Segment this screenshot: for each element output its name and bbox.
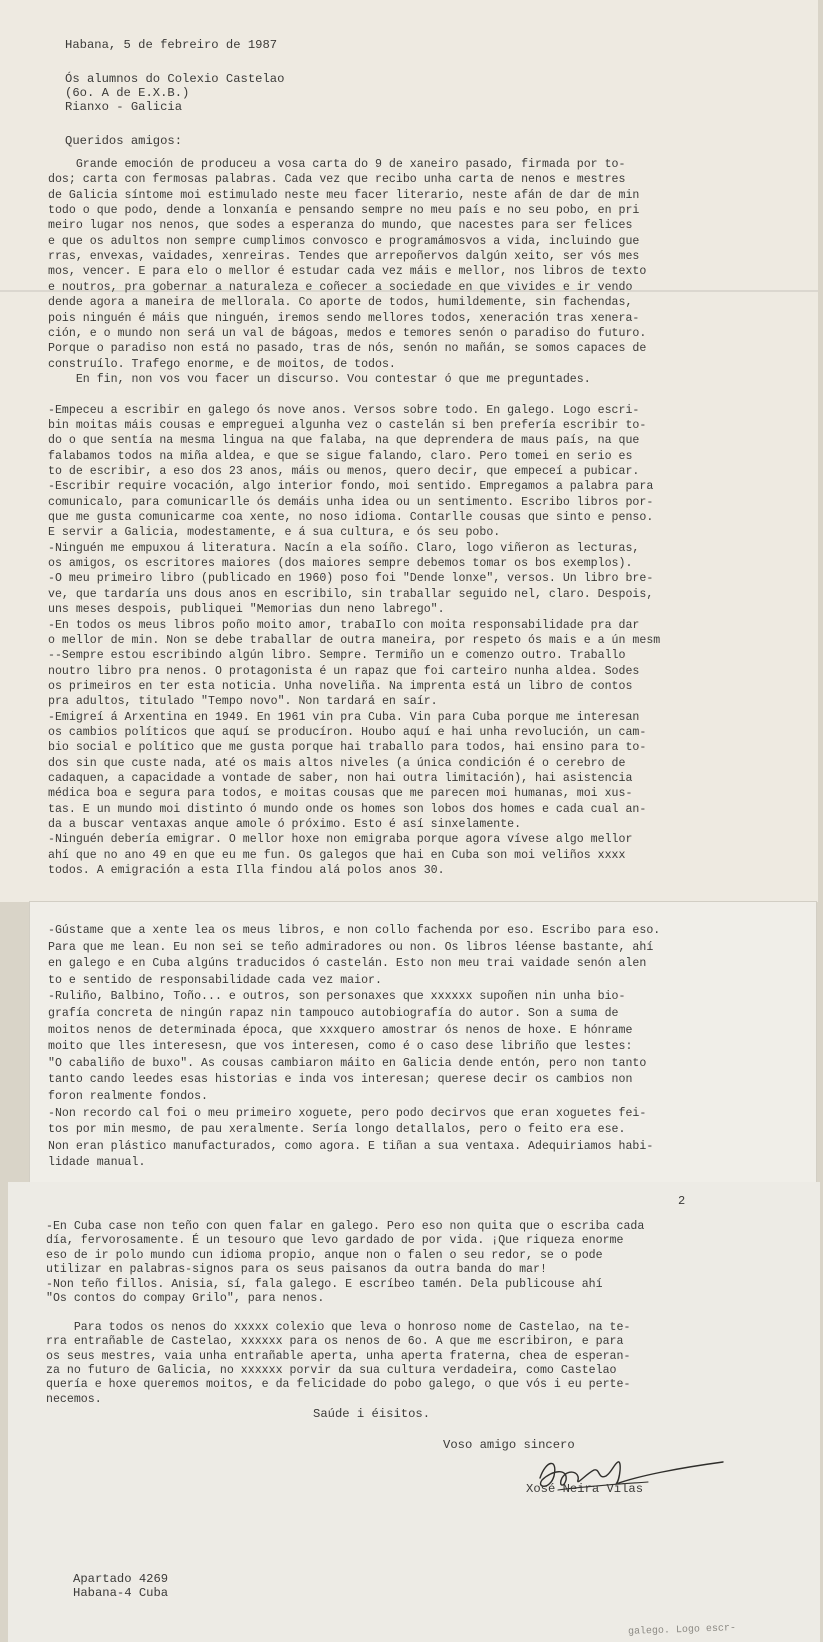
salutation: Queridos amigos:	[65, 134, 183, 148]
body-line: "O cabaliño de buxo". As cousas cambiaron máito en Galicia dende entón, pero non tanto	[48, 1056, 647, 1070]
body-line: bio social e político que me gusta porque hai traballo para todos, hai ensino para to-	[48, 741, 647, 755]
body-line: dende agora a maneira de mellorala. Co aporte de todos, humildemente, sin fachendas,	[48, 296, 633, 310]
body-line: construílo. Trafego enorme, e de moitos, de todos.	[48, 357, 396, 371]
body-line: moito que lles interesesn, que vos interesen, como é o caso dese libriño que lestes:	[48, 1040, 633, 1054]
body-line: -Non teño fillos. Anisia, sí, fala galego. E escríbeo tamén. Dela publicouse ahí	[46, 1277, 603, 1291]
body-line: e noutros, pra gobernar a naturaleza e coñecer a sociedade en que vivides e ir vendo	[48, 280, 633, 294]
body-line: Porque o paradiso non está no pasado, tras de nós, senón no mañán, se somos capaces de	[48, 342, 647, 356]
body-line: -O meu primeiro libro (publicado en 1960) poso foi "Dende lonxe", versos. Un libro bre-	[48, 572, 654, 586]
body-line: grafía concreta de ningún rapaz nin tampouco autobiografía do autor. Son a suma de	[48, 1007, 619, 1020]
body-line: día, fervorosamente. É un tesouro que levo gardado de por vida. ¡Que riqueza enorme	[46, 1234, 624, 1248]
body-line: todos. A emigración a esta Illa findou alá polos anos 30.	[48, 864, 445, 878]
body-line: da a buscar ventaxas anque amole ó próximo. Esto é así sinxelamente.	[48, 818, 522, 832]
body-line: dos; carta con fermosas palabras. Cada vez que recibo unha carta de nenos e mestres	[48, 173, 626, 187]
body-line: todo o que podo, dende a lonxanía e pensando sempre no meu país e no seu pobo, en pri	[48, 204, 640, 218]
body-line: rras, envexas, vaidades, xenreiras. Tendes que arrepoñervos dalgún xeito, ser vós mes	[48, 250, 640, 264]
body-line: eso de ir polo mundo cun idioma propio, anque non o falen o seu redor, se o pode	[46, 1248, 603, 1262]
body-line: uns meses despois, publiquei "Memorias dun neno labrego".	[48, 603, 445, 617]
body-line: necemos.	[46, 1392, 102, 1406]
valediction: Voso amigo sincero	[443, 1438, 575, 1452]
body-line: -Non recordo cal foi o meu primeiro xoguete, pero podo decirvos que eran xoguetes fei-	[48, 1106, 647, 1120]
body-line: tas. E un mundo moi distinto ó mundo onde os homes son lobos dos homes e cada cual an-	[48, 802, 647, 816]
body-line: mos, vencer. E para elo o mellor é estudar cada vez máis e mellor, nos libros de texto	[48, 265, 647, 279]
body-line: --Sempre estou escribindo algún libro. Sempre. Termiño un e comenzo outro. Traballo	[48, 649, 626, 663]
body-line: -Ruliño, Balbino, Toño... e outros, son personaxes que xxxxxx supoñen nin unha bio-	[48, 990, 626, 1004]
body-line: -Emigreí á Arxentina en 1949. En 1961 vin pra Cuba. Vin para Cuba porque me interesan	[48, 710, 640, 724]
letter-page-3	[8, 1182, 820, 1642]
address-line: Apartado 4269	[73, 1572, 169, 1586]
letter-page-2	[30, 902, 816, 1182]
body-line: rra entrañable de Castelao, xxxxxx para os nenos de 6o. A que me escribiron, e para	[46, 1335, 624, 1349]
body-line: Grande emoción de produceu a vosa carta do 9 de xaneiro pasado, firmada por to-	[48, 158, 626, 171]
body-line: cadaquen, a capacidade a vontade de saber, non hai outra limitación), hai asistencia	[48, 772, 633, 785]
body-line: noutro libro pra nenos. O protagonista é un rapaz que foi carteiro nunha aldea. Sodes	[48, 664, 640, 678]
body-line: to e sentido de responsabilidade cada vez maior.	[48, 973, 382, 987]
body-line: ve, que tardaría uns dous anos en escribilo, sin traballar seguido nel, claro. Despois,	[48, 587, 654, 601]
body-line: pois ninguén é máis que ninguén, iremos sendo mellores todos, xeneración tras xenera-	[48, 311, 640, 325]
body-line: os seus mestres, vaia unha entrañable aperta, unha aperta fraterna, chea de esperan-	[46, 1349, 631, 1363]
date-line: Habana, 5 de febreiro de 1987	[65, 38, 278, 52]
body-line: ción, e o mundo non será un val de bágoas, medos e temores senón o paradiso do futuro.	[48, 326, 647, 340]
body-line: za no futuro de Galicia, no xxxxxx porvir da sua cultura verdadeira, como Castelao	[46, 1364, 617, 1377]
recipient-line: Rianxo - Galicia	[65, 100, 183, 114]
body-line: lidade manual.	[48, 1156, 146, 1170]
body-line: o mellor de min. Non se debe traballar de outra maneira, por respeto ós mais e a ún mesm	[48, 633, 661, 647]
body-line: pra adultos, titulado "Tempo novo". Non tardará en saír.	[48, 695, 438, 709]
body-line: Para que me lean. Eu non sei se teño admiradores ou non. Os libros léense bastante, ahí	[48, 940, 654, 954]
address-line: Habana-4 Cuba	[73, 1586, 169, 1600]
body-line: moitos nenos de determinada época, que xxxquero amostrar ós nenos de hoxe. E hónrame	[48, 1023, 633, 1037]
bleed-through-text: galego. Logo escr-	[627, 1623, 737, 1638]
body-line: -Ninguén me empuxou á literatura. Nacín a ela soíño. Claro, logo viñeron as lecturas,	[48, 541, 640, 555]
body-line: bin moitas máis cousas e empreguei algunha vez o castelán si ben prefería escribir to-	[48, 418, 647, 432]
body-line: ahí que no ano 49 en que eu me fun. Os galegos que hai en Cuba son moi veliños xxxx	[48, 848, 626, 862]
body-line: meiro lugar nos nenos, que sodes a esperanza do mundo, que nacestes para ser felices	[48, 219, 633, 233]
body-line: E servir a Galicia, modestamente, e á sua cultura, e ós seu pobo.	[48, 526, 501, 540]
body-line: -Gústame que a xente lea os meus libros, e non collo fachenda por eso. Escribo para eso.	[48, 924, 661, 937]
recipient-line: (6o. A de E.X.B.)	[65, 86, 190, 100]
body-line: os amigos, os escritores maiores (dos maiores sempre debemos tomar os bos exemplos).	[48, 557, 633, 571]
body-line: -Ninguén debería emigrar. O mellor hoxe non emigraba porque agora vívese algo mellor	[48, 833, 633, 847]
body-line: dos sin que custe nada, até os mais altos niveles (a única condición é o cerebro de	[48, 756, 626, 770]
body-line: Non eran plástico manufacturados, como agora. E tiñan a sua ventaxa. Adequiriamos habi-	[48, 1139, 654, 1153]
body-line: os primeiros en ter esta noticia. Unha noveliña. Na imprenta está un libro de contos	[48, 679, 633, 693]
recipient-line: Ós alumnos do Colexio Castelao	[65, 72, 285, 86]
body-line: -Empeceu a escribir en galego ós nove anos. Versos sobre todo. En galego. Logo escri-	[48, 403, 640, 417]
closing: Saúde i éisitos.	[313, 1407, 431, 1421]
body-line: en galego e en Cuba algúns traducidos ó castelán. Esto non meu trai vaidade senón alen	[48, 957, 647, 971]
body-line: comunicalo, para comunicarlle ós demáis unha idea ou un sentimento. Escribo libros por-	[48, 495, 654, 509]
body-line: to de escribir, a eso dos 23 anos, máis ou menos, quero decir, que empeceí a pubicar.	[48, 465, 640, 478]
body-line: -En todos os meus libros poño moito amor, trabaIlo con moita responsabilidade pra dar	[48, 618, 640, 632]
body-line: e que os adultos non sempre cumplimos convosco e programámosvos a vida, incluindo gue	[48, 234, 640, 248]
body-line: Para todos os nenos do xxxxx colexio que leva o honroso nome de Castelao, na te-	[46, 1320, 631, 1334]
body-line: os cambios políticos que aquí se producíron. Houbo aquí e hai unha revolución, un cam-	[48, 725, 647, 739]
body-line: de Galicia síntome moi estimulado neste meu facer literario, neste afán de dar de min	[48, 188, 640, 202]
body-line: tanto cando leedes esas historias e inda vos interesan; querese decir os cambios non	[48, 1073, 633, 1087]
body-line: que me gusta comunicarme coa xente, no noso idioma. Contarlle cousas que sinto e penso.	[48, 511, 654, 525]
body-line: médica boa e segura para todos, e moitas cousas que me parecen moi humanas, moi xus-	[48, 787, 633, 801]
body-line: tos por min mesmo, de pau xeralmente. Sería longo detallalos, pero o feito era ese.	[48, 1123, 626, 1137]
signature-name: Xosé Neira Vilas	[526, 1482, 644, 1496]
body-line: utilizar en palabras-signos para os seus paisanos da outra banda do mar!	[46, 1263, 547, 1277]
page-number: 2	[678, 1194, 686, 1208]
body-line: En fin, non vos vou facer un discurso. Vou contestar ó que me preguntades.	[48, 372, 591, 386]
body-line: quería e hoxe queremos moitos, e da felicidade do pobo galego, o que vós i eu perte-	[46, 1378, 631, 1392]
body-line: "Os contos do compay Grilo", para nenos.	[46, 1292, 325, 1305]
body-line: falabamos todos na miña aldea, e que se sigue falando, claro. Pero tomei en serio es	[48, 449, 633, 463]
body-line: -Escribir require vocación, algo interior fondo, moi sentido. Empregamos a palabra para	[48, 480, 654, 494]
body-line: foron realmente fondos.	[48, 1090, 209, 1103]
body-line: do o que sentía na mesma lingua na que falaba, na que deprendera de maus país, na que	[48, 434, 640, 448]
body-line: -En Cuba case non teño con quen falar en galego. Pero eso non quita que o escriba cada	[46, 1220, 645, 1233]
